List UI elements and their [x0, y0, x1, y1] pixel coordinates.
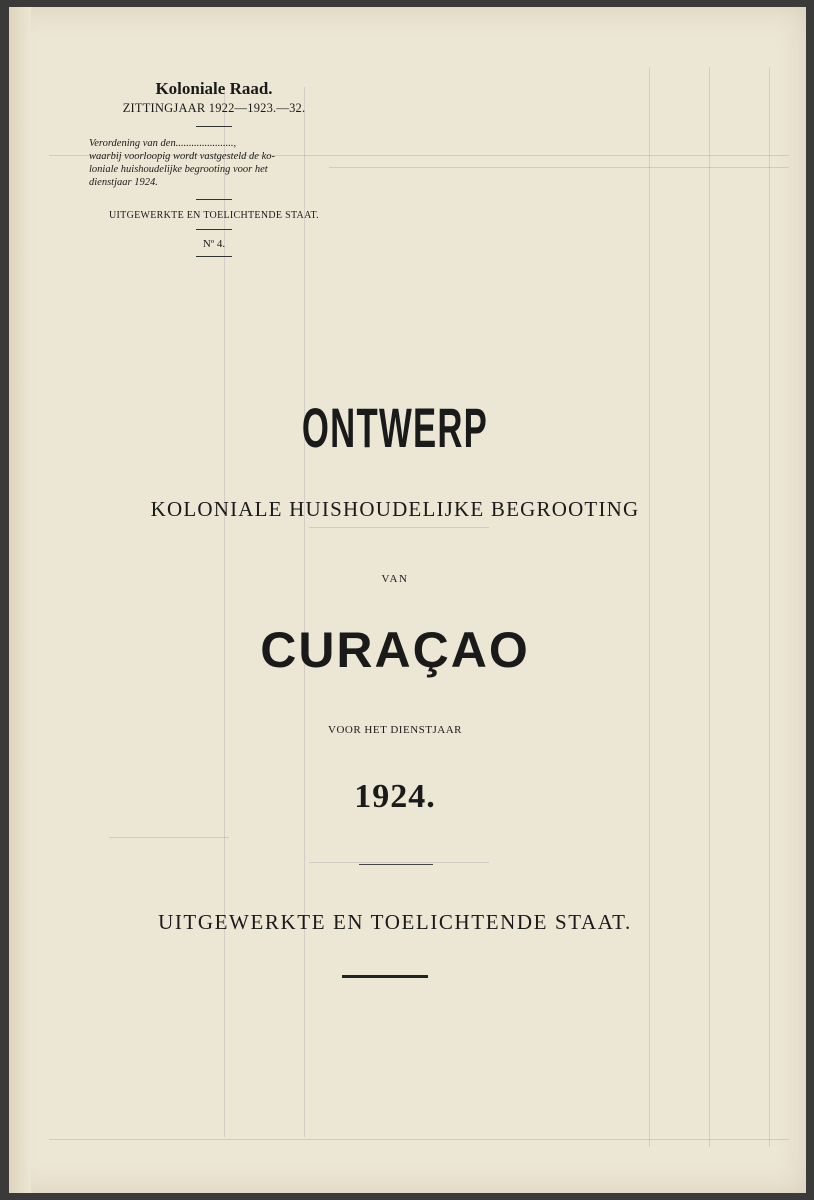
show-through-rule — [329, 167, 789, 168]
session-years: ZITTINGJAAR 1922—1923.—32. — [122, 101, 306, 115]
ordinance-line: dienstjaar 1924. — [89, 177, 158, 188]
ordinance-line: loniale huishoudelijke begrooting voor het — [89, 164, 268, 175]
show-through-rule — [709, 67, 710, 1147]
ordinance-line: Verordening van den......................, — [89, 138, 237, 149]
divider — [359, 864, 433, 865]
document-subtitle: KOLONIALE HUISHOUDELIJKE BEGROOTING — [150, 497, 640, 521]
ordinance-line: waarbij voorloopig wordt vastgesteld de ko- — [89, 151, 275, 162]
divider — [196, 256, 232, 257]
divider — [196, 229, 232, 230]
fiscal-year: 1924. — [354, 778, 436, 815]
show-through-rule — [309, 527, 489, 528]
statement-label-small: UITGEWERKTE EN TOELICHTENDE STAAT. — [109, 210, 319, 221]
document-page — [9, 7, 806, 1193]
show-through-rule — [769, 67, 770, 1147]
show-through-rule — [49, 1139, 789, 1140]
divider — [196, 126, 232, 127]
show-through-rule — [649, 67, 650, 1147]
divider — [196, 199, 232, 200]
colony-name: CURAÇAO — [260, 622, 530, 678]
statement-label-large: UITGEWERKTE EN TOELICHTENDE STAAT. — [158, 910, 632, 934]
paper-edge — [9, 7, 31, 1193]
document-number: Nº 4. — [202, 238, 226, 250]
fiscal-year-label: VOOR HET DIENSTJAAR — [328, 724, 462, 736]
show-through-rule — [109, 837, 229, 838]
show-through-rule — [309, 862, 489, 863]
closing-rule — [342, 975, 428, 978]
van-label: VAN — [381, 573, 409, 585]
header-block — [85, 79, 343, 257]
document-title: ONTWERP — [301, 396, 489, 459]
ordinance-text — [85, 137, 343, 189]
council-name: Koloniale Raad. — [155, 79, 273, 98]
